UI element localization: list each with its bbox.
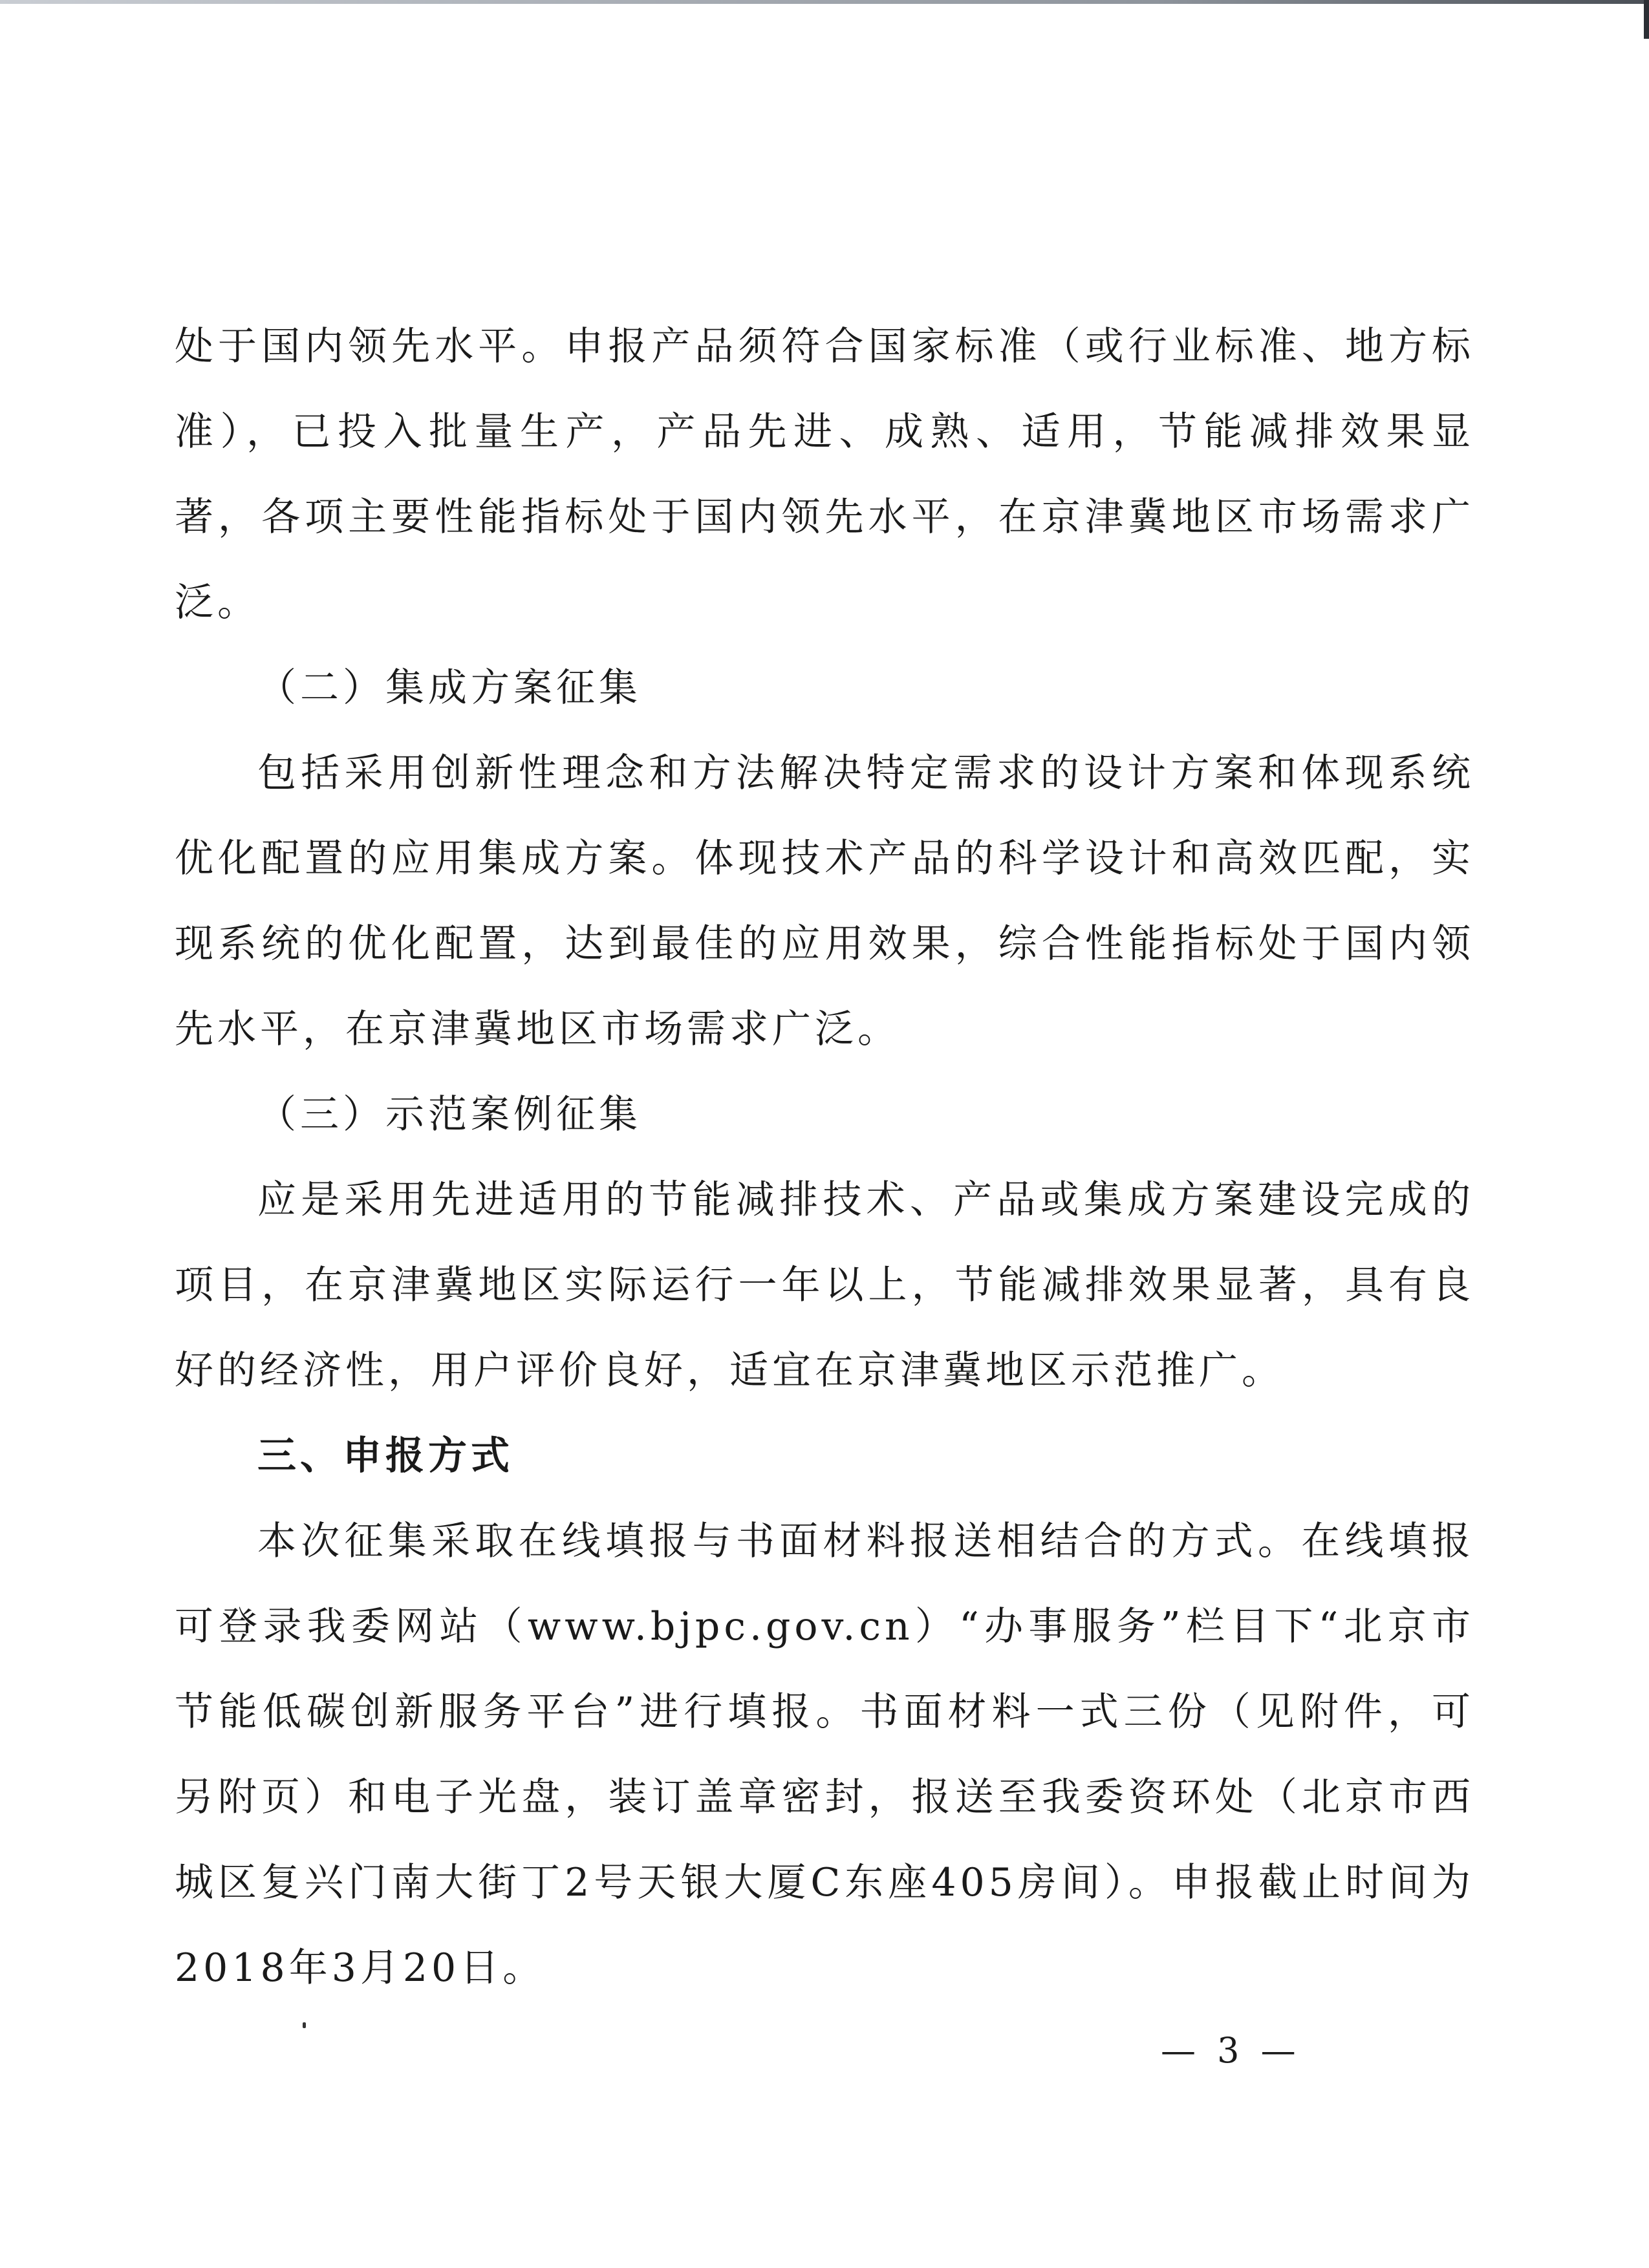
paragraph-application-method: 本次征集采取在线填报与书面材料报送相结合的方式。在线填报可登录我委网站（www.bjpc.gov.cn）“办事服务”栏目下“北京市节能低碳创新服务平台”进行填报。书面材料一式三份（见附件，可另附页）和电子光盘，装订盖章密封，报送至我委资环处（北京市西城区复兴门南大街丁2号天银大厦C东座405房间）。申报截止时间为2018年3月20日。: [175, 1519, 1474, 1991]
paragraph-integrated-solutions: 包括采用创新性理念和方法解决特定需求的设计方案和体现系统优化配置的应用集成方案。体现技术产品的科学设计和高效匹配，实现系统的优化配置，达到最佳的应用效果，综合性能指标处于国内领先水平，在京津冀地区市场需求广泛。: [175, 751, 1474, 1052]
scan-edge-top: [0, 0, 1649, 4]
document-body: [175, 304, 1474, 2011]
page-number: — 3 —: [1161, 2030, 1301, 2071]
scan-edge-right: [1644, 0, 1649, 39]
paragraph-product-standards: 处于国内领先水平。申报产品须符合国家标准（或行业标准、地方标准），已投入批量生产，产品先进、成熟、适用，节能减排效果显著，各项主要性能指标处于国内领先水平，在京津冀地区市场需求广泛。: [175, 324, 1474, 625]
heading-integrated-solutions: （二）集成方案征集: [257, 665, 641, 711]
paragraph-demonstration-cases: 应是采用先进适用的节能减排技术、产品或集成方案建设完成的项目，在京津冀地区实际运行一年以上，节能减排效果显著，具有良好的经济性，用户评价良好，适宜在京津冀地区示范推广。: [175, 1177, 1474, 1393]
heading-demonstration-cases: （三）示范案例征集: [257, 1092, 641, 1137]
section-title-application-method: 三、申报方式: [257, 1433, 513, 1479]
scan-speck: [303, 2022, 306, 2028]
